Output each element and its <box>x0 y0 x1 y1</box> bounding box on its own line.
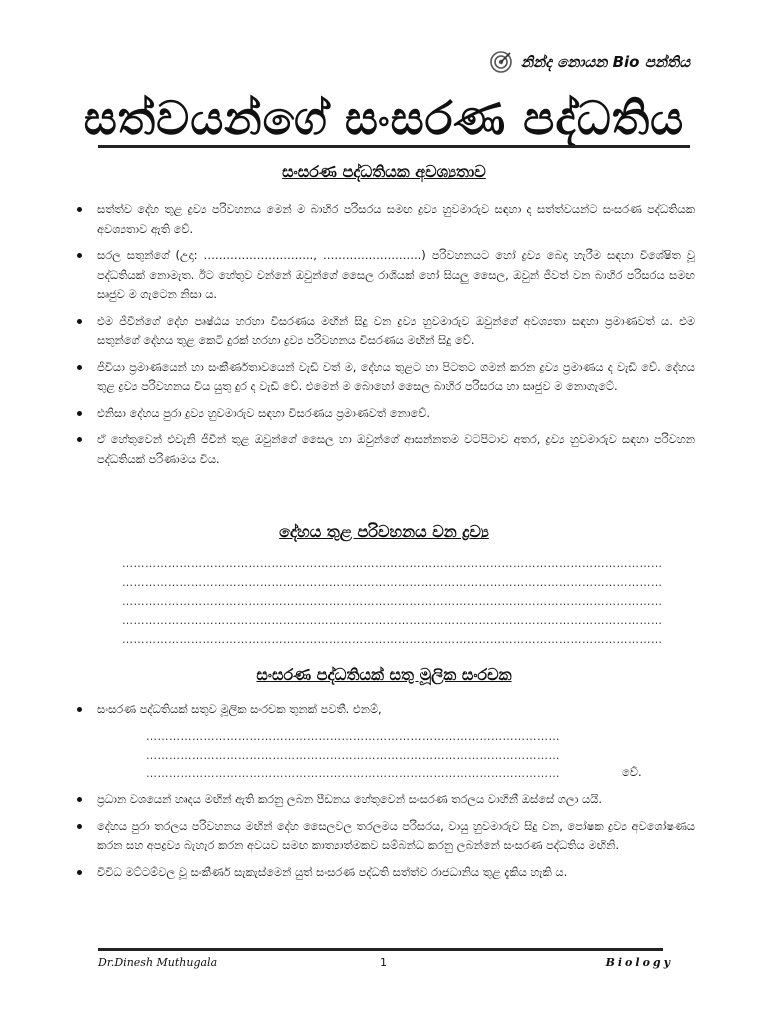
list-item: ඒ හේතුවෙන් එවැනි ජීවීන් තුළ ඔවුන්ගේ සෛල හා ඔවුන්ගේ ආසන්නතම වටපිටාව අතර, ද්‍රව්‍ය හුවමාරුව සඳහා පරිවහන පද්ධතියක් පරිණාමය විය. <box>75 430 695 469</box>
answer-line[interactable]: …………………………………………………………………………………………………………………………… <box>122 576 663 589</box>
list-item: විවිධ මට්ටම්වල වූ සංකීර්ණ සැකැස්මෙන් යුත් සංසරණ පද්ධති සත්ත්ව රාජධානිය තුළ දැකිය හැකි ය. <box>75 863 695 883</box>
list-item: එනිසා දේහය පුරා ද්‍රව්‍ය හුවමාරුව සඳහා විසරණය ප්‍රමාණවත් නොවේ. <box>75 404 695 424</box>
brand-text: නින්ද නොයන Bio පන්තිය <box>520 53 690 71</box>
brand <box>489 50 690 74</box>
need-bullet-list <box>75 200 695 476</box>
title-divider <box>98 145 690 148</box>
answer-line[interactable]: ……………………………………………………………………………………………… <box>146 730 560 743</box>
list-item: සරල සතුන්ගේ (උදා: ……………………….., ……………………..) පරිවහනයට හෝ ද්‍රව්‍ය බෙදා හැරීම සඳහා විශේෂිත වූ පද්ධතියක් නොමැත. ඊට හේතුව වන්නේ ඔවුන්ගේ සෛල රාශියක් හෝ සියලු සෛල, ඔවුන් ජීවත් වන බාහිර පරිසරය සමඟ සෘජුව ම ගැටෙන නිසා ය. <box>75 246 695 305</box>
answer-line[interactable]: …………………………………………………………………………………………………………………………… <box>122 595 663 608</box>
target-icon <box>489 50 513 74</box>
list-item: දේහය පුරා තරලය පරිවහනය මඟින් දේහ සෛලවල තරලමය පරිසරය, වායු හුවමාරුව සිදු වන, පෝෂක ද්‍රව්‍ය අවශෝෂණය කරන සහ අපද්‍රව්‍ය බැහැර කරන අවයව සමඟ කාත්‍යාත්මකව සම්බන්ධ කරනු ලබන්නේ සංසරණ පද්ධතිය මඟිනි. <box>75 817 695 856</box>
page-title: සත්වයන්ගේ සංසරණ පද්ධතිය <box>83 91 685 145</box>
list-item: එම ජීවීන්ගේ දේහ පෘෂ්ඨය හරහා විසරණය මඟින් සිදු වන ද්‍රව්‍ය හුවමාරුව ඔවුන්ගේ අවශ්‍යතා සඳහා ප්‍රමාණවත් ය. එම සතුන්ගේ දේහය තුළ කෙටි දුරක් හරහා ද්‍රව්‍ය පරිවහනය විසරණය මඟින් සිදු වේ. <box>75 312 695 351</box>
list-item: සත්ත්ව දේහ තුළ ද්‍රව්‍ය පරිවහනය මෙන් ම බාහිර පරිසරය සමඟ ද්‍රව්‍ය හුවමාරුව සඳහා ද සත්ත්වයන්ට සංසරණ පද්ධතියක අවශ්‍යතාව ඇති වේ. <box>75 200 695 239</box>
answer-line[interactable]: ……………………………………………………………………………………………… <box>146 767 560 780</box>
page-number: 1 <box>380 956 387 969</box>
answer-line[interactable]: …………………………………………………………………………………………………………………………… <box>122 614 663 627</box>
list-item: ප්‍රධාන වශයෙන් හෘදය මඟින් ඇති කරනු ලබන පීඩනය හේතුවෙන් සංසරණ තරලය වාහිනී ඔස්සේ ගලා යයි. <box>75 790 695 810</box>
answer-line[interactable]: ……………………………………………………………………………………………… <box>146 749 560 762</box>
components-bullet-list <box>75 790 695 889</box>
answer-line[interactable]: …………………………………………………………………………………………………………………………… <box>122 633 663 646</box>
footer-divider <box>98 948 663 951</box>
components-intro-list <box>75 700 695 727</box>
list-item: ජීවියා ප්‍රමාණයෙන් හා සංකීර්ණතාවයෙන් වැඩි වත් ම, දේහය තුළට හා පිටතට ගමන් කරන ද්‍රව්‍ය ප්‍රමාණය ද වැඩි වේ. දේහය තුළ ද්‍රව්‍ය පරිවහනය විය යුතු දුර ද වැඩි වේ. එමෙන් ම බොහෝ සෛල බාහිර පරිසරය හා සෘජුව ම නොගැටේ. <box>75 358 695 397</box>
answer-suffix: වේ. <box>622 765 642 779</box>
footer-subject: Biology <box>605 956 673 969</box>
section-heading-transported: දේහය තුළ පරිවහනය වන ද්‍රව්‍ය <box>279 522 489 541</box>
list-item: සංසරණ පද්ධතියක් සතුව මූලික සංරචක තුනක් පවතී. එනම්, <box>75 700 695 720</box>
footer-author: Dr.Dinesh Muthugala <box>98 956 218 969</box>
answer-line[interactable]: …………………………………………………………………………………………………………………………… <box>122 557 663 570</box>
section-heading-components: සංසරණ පද්ධතියක් සතු මූලික සංරචක <box>256 665 512 684</box>
section-heading-need: සංසරණ පද්ධතියක අවශ්‍යතාව <box>282 162 486 181</box>
